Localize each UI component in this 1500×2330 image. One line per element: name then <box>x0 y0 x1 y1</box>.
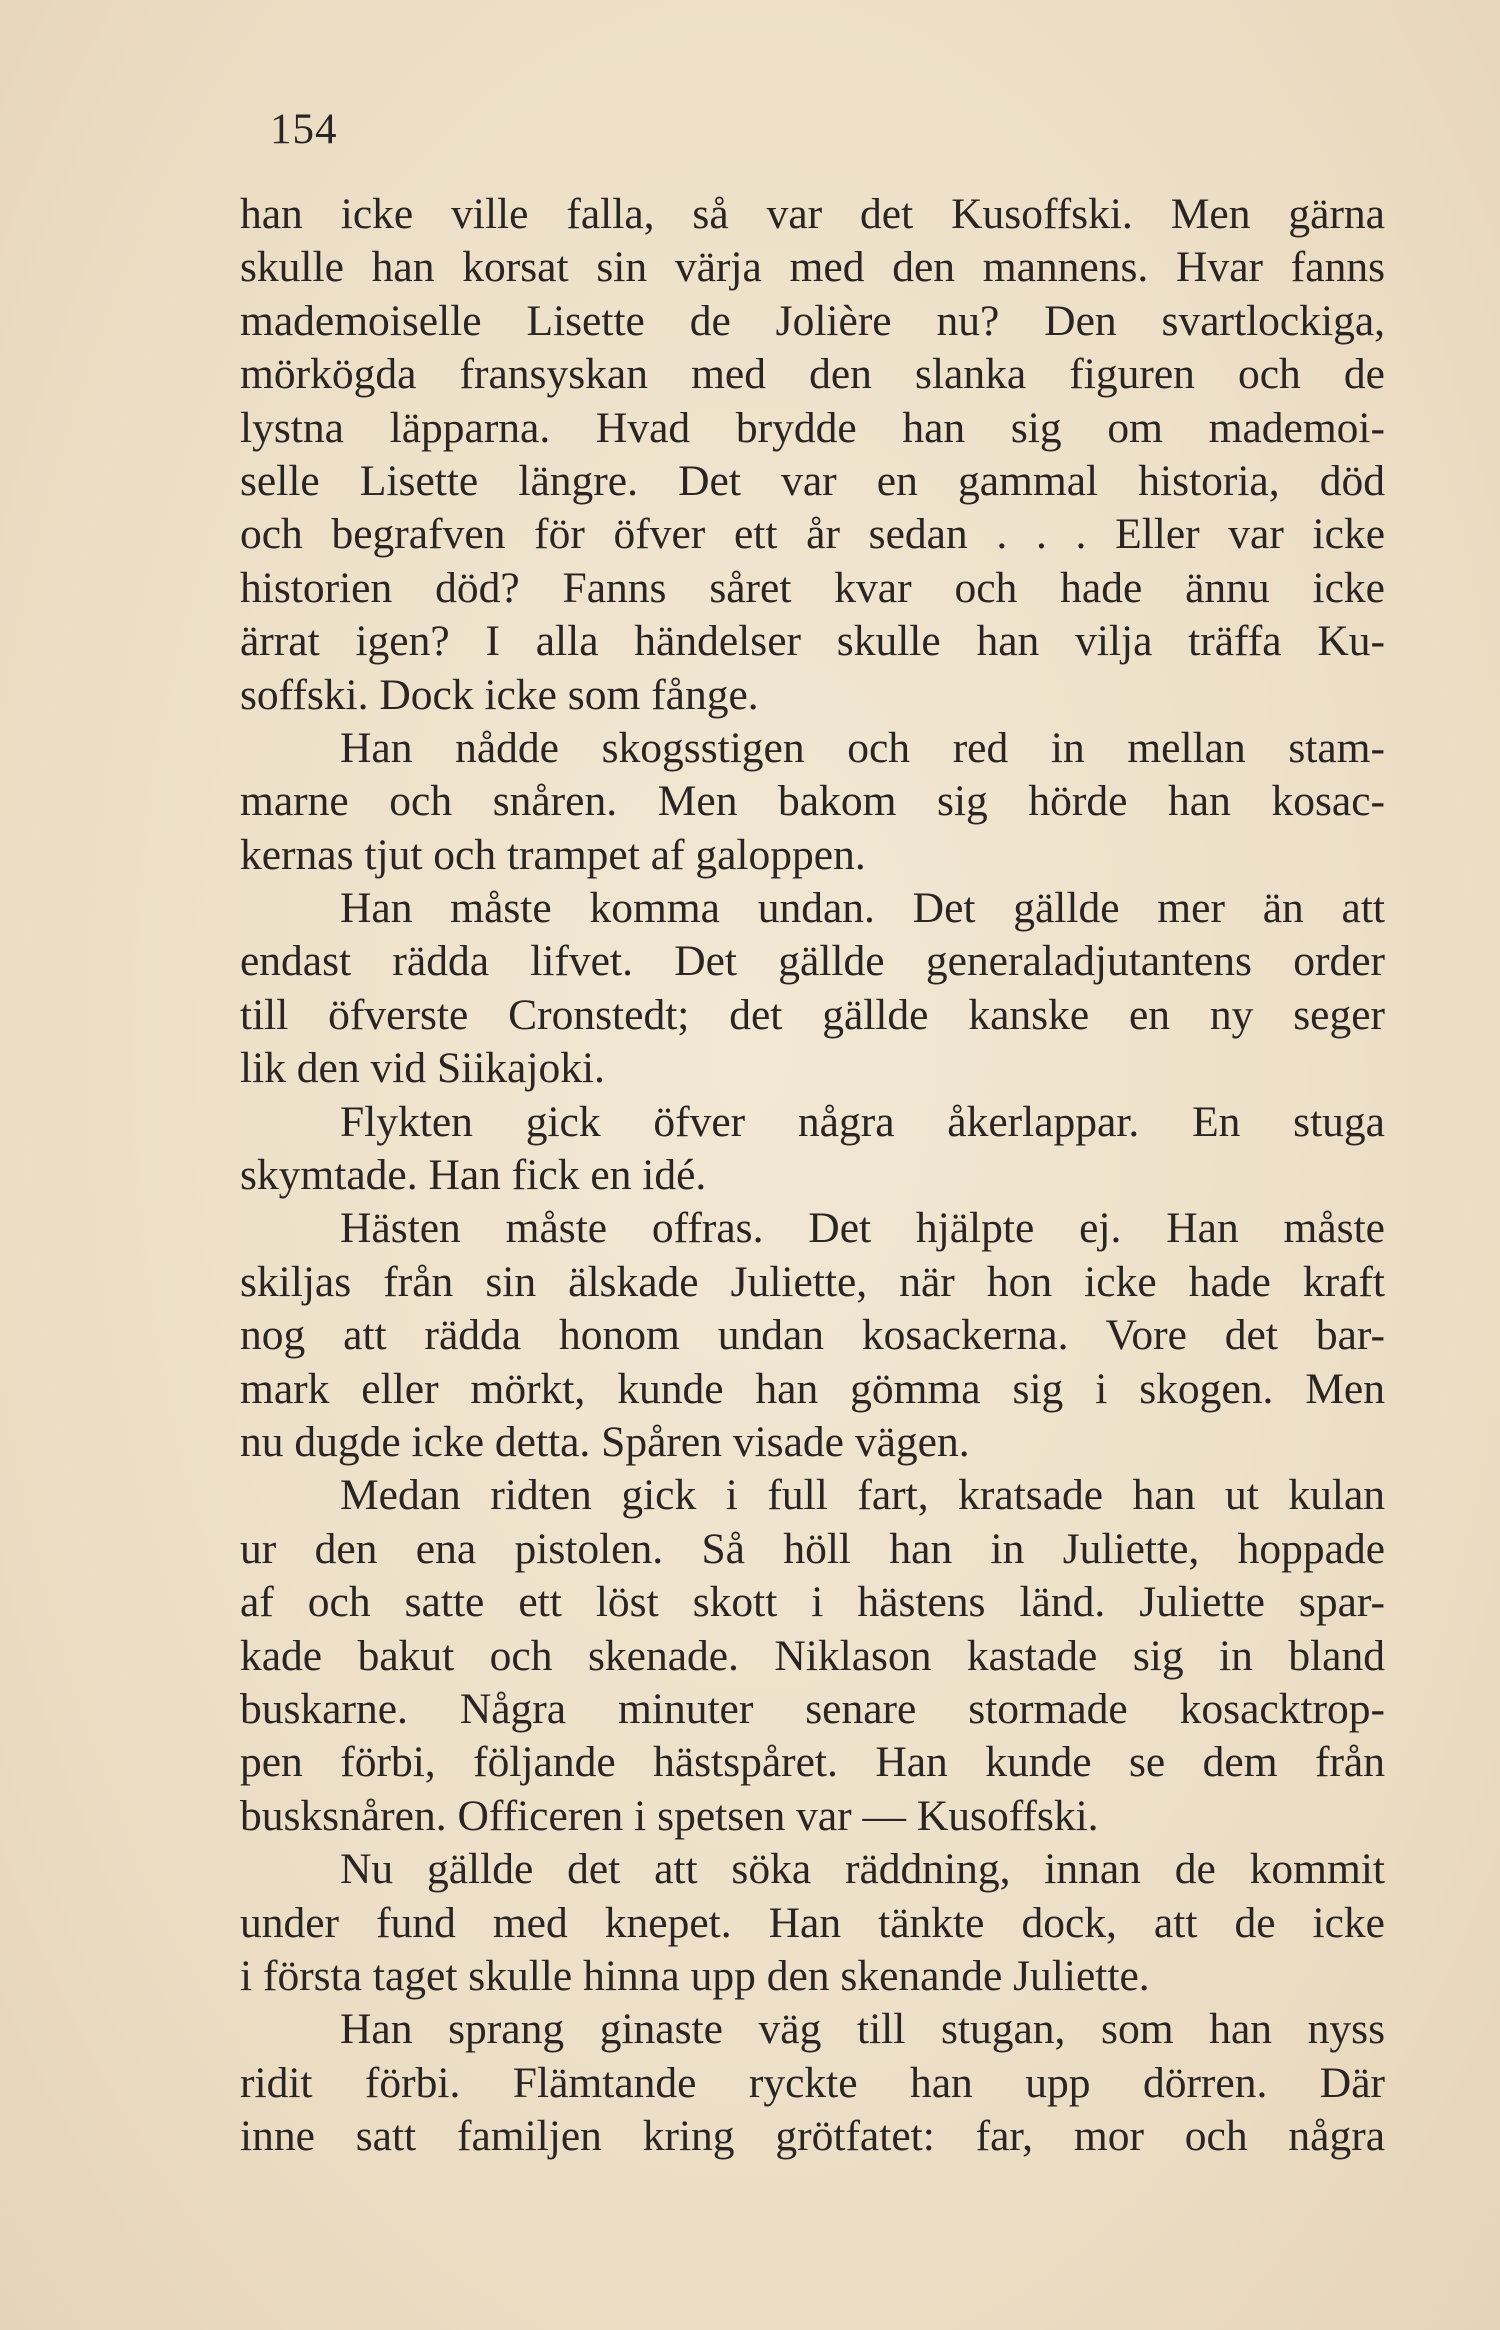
text-line: ridit förbi. Flämtande ryckte han upp dörren. Där <box>240 2058 1385 2107</box>
text-line: ärrat igen? I alla händelser skulle han vilja träffa Ku- <box>240 617 1385 666</box>
text-line: nog att rädda honom undan kosackerna. Vore det bar- <box>240 1311 1385 1360</box>
text-line: Nu gällde det att söka räddning, innan de kommit <box>340 1845 1385 1894</box>
text-line: pen förbi, följande hästspåret. Han kunde se dem från <box>240 1738 1385 1787</box>
text-line: lystna läpparna. Hvad brydde han sig om mademoi- <box>240 403 1385 452</box>
text-line: skulle han korsat sin värja med den mannens. Hvar fanns <box>240 243 1385 292</box>
text-line: mademoiselle Lisette de Jolière nu? Den svartlockiga, <box>240 296 1385 345</box>
page-number: 154 <box>270 106 338 153</box>
text-line: historien död? Fanns såret kvar och hade ännu icke <box>240 563 1385 612</box>
text-line: buskarne. Några minuter senare stormade kosacktrop- <box>240 1684 1385 1733</box>
text-line: Medan ridten gick i full fart, kratsade han ut kulan <box>340 1471 1385 1520</box>
page-text <box>240 188 1385 2163</box>
text-line: skymtade. Han fick en idé. <box>240 1151 707 1200</box>
text-line: mark eller mörkt, kunde han gömma sig i skogen. Men <box>240 1364 1385 1413</box>
text-line: han icke ville falla, så var det Kusoffski. Men gärna <box>240 190 1385 238</box>
text-line: i första taget skulle hinna upp den skenande Juliette. <box>240 1951 1150 2000</box>
text-line: ur den ena pistolen. Så höll han in Juliette, hoppade <box>240 1524 1385 1573</box>
text-line: under fund med knepet. Han tänkte dock, att de icke <box>240 1898 1385 1947</box>
text-line: Han måste komma undan. Det gällde mer än att <box>340 884 1385 933</box>
text-line: mörkögda fransyskan med den slanka figuren och de <box>240 350 1385 399</box>
text-line: selle Lisette längre. Det var en gammal historia, död <box>240 456 1385 505</box>
text-line: Flykten gick öfver några åkerlappar. En stuga <box>340 1097 1385 1146</box>
text-line: busksnåren. Officeren i spetsen var — Kusoffski. <box>240 1791 1099 1840</box>
text-line: och begrafven för öfver ett år sedan . . . Eller var icke <box>240 510 1385 559</box>
text-line: inne satt familjen kring grötfatet: far, mor och några <box>240 2112 1385 2161</box>
text-line: kernas tjut och trampet af galoppen. <box>240 830 866 879</box>
text-line: nu dugde icke detta. Spåren visade vägen. <box>240 1417 970 1466</box>
text-line: Han nådde skogsstigen och red in mellan stam- <box>340 723 1385 772</box>
text-line: Han sprang ginaste väg till stugan, som han nyss <box>340 2005 1385 2054</box>
text-line: soffski. Dock icke som fånge. <box>240 670 759 719</box>
text-line: af och satte ett löst skott i hästens länd. Juliette spar- <box>240 1578 1385 1627</box>
text-line: endast rädda lifvet. Det gällde generaladjutantens order <box>240 937 1385 986</box>
text-line: skiljas från sin älskade Juliette, när hon icke hade kraft <box>240 1257 1385 1306</box>
text-line: kade bakut och skenade. Niklason kastade sig in bland <box>240 1631 1385 1680</box>
text-line: Hästen måste offras. Det hjälpte ej. Han måste <box>340 1204 1385 1253</box>
text-line: till öfverste Cronstedt; det gällde kanske en ny seger <box>240 990 1385 1039</box>
text-line: lik den vid Siikajoki. <box>240 1044 605 1093</box>
text-line: marne och snåren. Men bakom sig hörde han kosac- <box>240 777 1385 826</box>
